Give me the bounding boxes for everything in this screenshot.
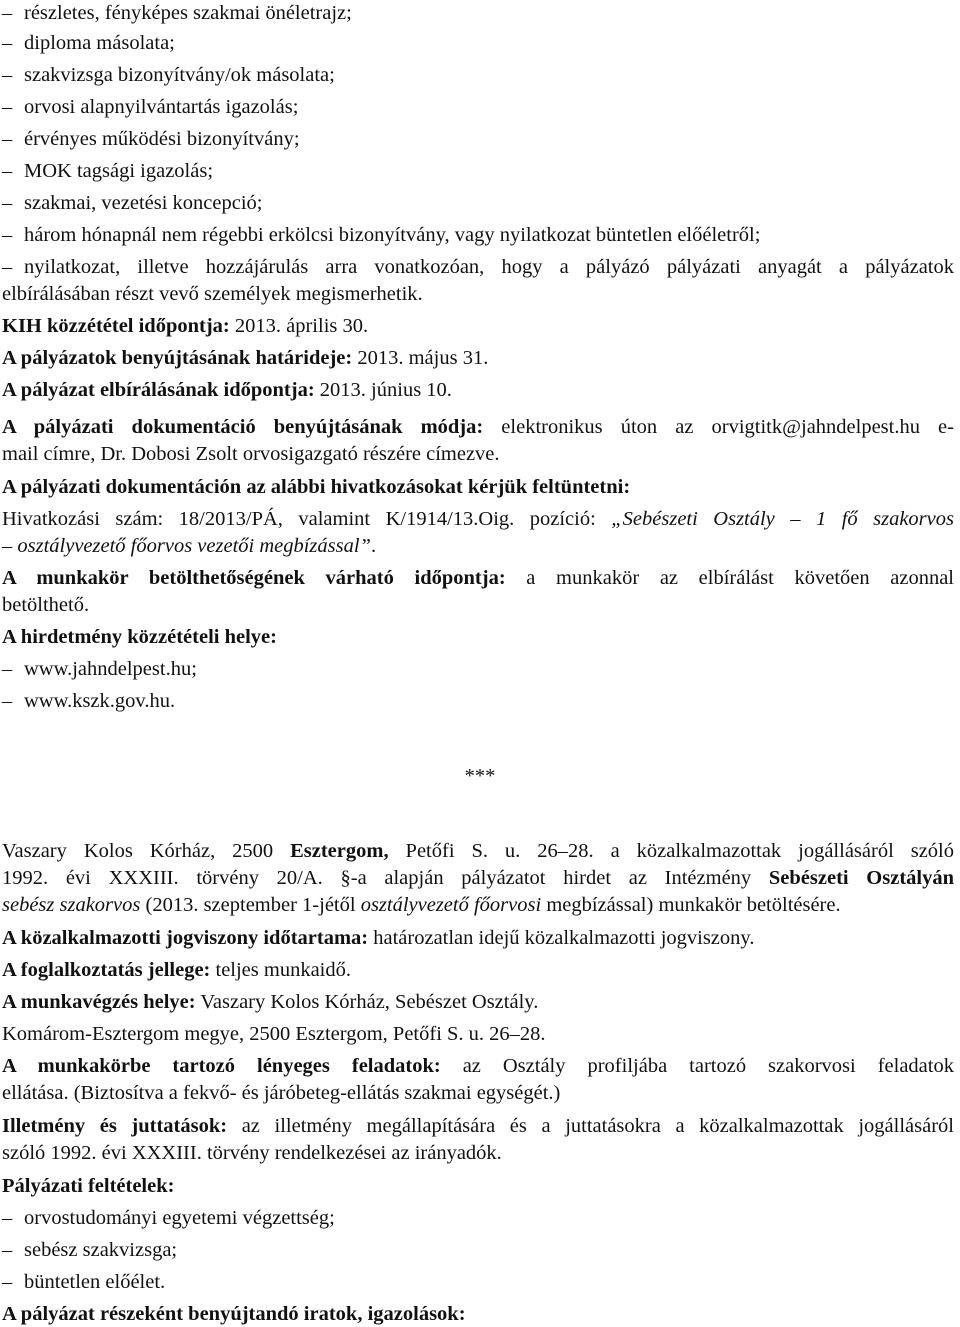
publication-heading: A hirdetmény közzétételi helye: [2,626,277,648]
kih-label: KIH közzététel időpontja: [2,315,230,337]
submission-method-cont: mail címre, Dr. Dobosi Zsolt orvosigazgató részére címezve. [2,443,500,465]
dash: – [2,690,13,712]
dash: – [2,256,13,278]
start-label: A munkakör betölthetőségének várható időpontja: [2,567,506,589]
condition-item: – orvostudományi egyetemi végzettség; [2,1207,335,1229]
list-item: – szakvizsga bizonyítvány/ok másolata; [2,64,335,86]
list-item-continuation: elbírálásában részt vevő személyek megismerhetik. [2,283,423,305]
reference-line: Hivatkozási szám: 18/2013/PÁ, valamint K/1914/13.Oig. pozíció: „Sebészeti Osztály – 1 fő szakorvos [2,508,954,530]
list-item: – diploma másolata; [2,32,175,54]
dash: – [2,1207,13,1229]
condition-item: – büntetlen előélet. [2,1271,166,1293]
start-date-cont: betölthető. [2,594,90,616]
dash: – [2,2,13,24]
reference-line-cont: – osztályvezető főorvos vezetői megbízással”. [2,535,377,557]
reference-heading: A pályázati dokumentáción az alábbi hivatkozásokat kérjük feltüntetni: [2,476,631,498]
dash: – [2,96,13,118]
list-item: – orvosi alapnyilvántartás igazolás; [2,96,299,118]
dash: – [2,160,13,182]
dash: – [2,1271,13,1293]
list-item: – három hónapnál nem régebbi erkölcsi bizonyítvány, vagy nyilatkozat büntetlen előéletről; [2,224,761,246]
publication-item: – www.jahndelpest.hu; [2,658,197,680]
list-item: – részletes, fényképes szakmai önéletrajz; [2,2,352,24]
dash: – [2,1239,13,1261]
dash: – [2,128,13,150]
section-separator: *** [464,765,496,787]
deadline-label: A pályázatok benyújtásának határideje: [2,347,353,369]
submission-method: A pályázati dokumentáció benyújtásának módja: elektronikus úton az orvigtitk@jahndelpest.hu e- [2,416,954,438]
conditions-heading: Pályázati feltételek: [2,1175,175,1197]
salary: Illetmény és juttatások: az illetmény megállapítására és a juttatásokra a közalkalmazottak jogállásáról [2,1115,954,1137]
dash: – [2,224,13,246]
job-tasks: A munkakörbe tartozó lényeges feladatok: az Osztály profiljába tartozó szakorvosi feladatok [2,1055,954,1077]
submission-label: A pályázati dokumentáció benyújtásának módja: [2,416,484,438]
condition-item: – sebész szakvizsga; [2,1239,178,1261]
documents-heading: A pályázat részeként benyújtandó iratok, igazolások: [2,1303,466,1325]
start-date: A munkakör betölthetőségének várható időpontja: a munkakör az elbírálást követően azonnal [2,567,955,589]
kih-date: KIH közzététel időpontja: 2013. április 30. [2,315,369,337]
ad-intro-line: Vaszary Kolos Kórház, 2500 Esztergom, Petőfi S. u. 26–28. a közalkalmazottak jogállásáról szóló [2,840,954,862]
ad-intro-line: 1992. évi XXXIII. törvény 20/A. §-a alapján pályázatot hirdet az Intézmény Sebészeti Osztályán [2,867,954,889]
salary-cont: szóló 1992. évi XXXIII. törvény rendelkezései az irányadók. [2,1142,502,1164]
list-item: – szakmai, vezetési koncepció; [2,192,263,214]
ad-intro-line: sebész szakorvos (2013. szeptember 1-jétől osztályvezető főorvosi megbízással) munkakör betöltésére. [2,894,841,916]
employment-duration: A közalkalmazotti jogviszony időtartama: határozatlan idejű közalkalmazotti jogviszony. [2,927,755,949]
decision-date: A pályázat elbírálásának időpontja: 2013. június 10. [2,379,452,401]
job-tasks-cont: ellátása. (Biztosítva a fekvő- és járóbeteg-ellátás szakmai egységét.) [2,1082,561,1104]
work-place: A munkavégzés helye: Vaszary Kolos Kórház, Sebészet Osztály. [2,991,539,1013]
publication-item: – www.kszk.gov.hu. [2,690,176,712]
employment-type: A foglalkoztatás jellege: teljes munkaidő. [2,959,352,981]
dash: – [2,32,13,54]
work-place-address: Komárom-Esztergom megye, 2500 Esztergom, Petőfi S. u. 26–28. [2,1023,546,1045]
deadline-date: A pályázatok benyújtásának határideje: 2013. május 31. [2,347,489,369]
decision-label: A pályázat elbírálásának időpontja: [2,379,315,401]
dash: – [2,192,13,214]
list-item: – MOK tagsági igazolás; [2,160,214,182]
dash: – [2,64,13,86]
list-item: – érvényes működési bizonyítvány; [2,128,300,150]
list-item: – nyilatkozat, illetve hozzájárulás arra vonatkozóan, hogy a pályázó pályázati anyagát a pályázatok [2,256,954,278]
dash: – [2,658,13,680]
